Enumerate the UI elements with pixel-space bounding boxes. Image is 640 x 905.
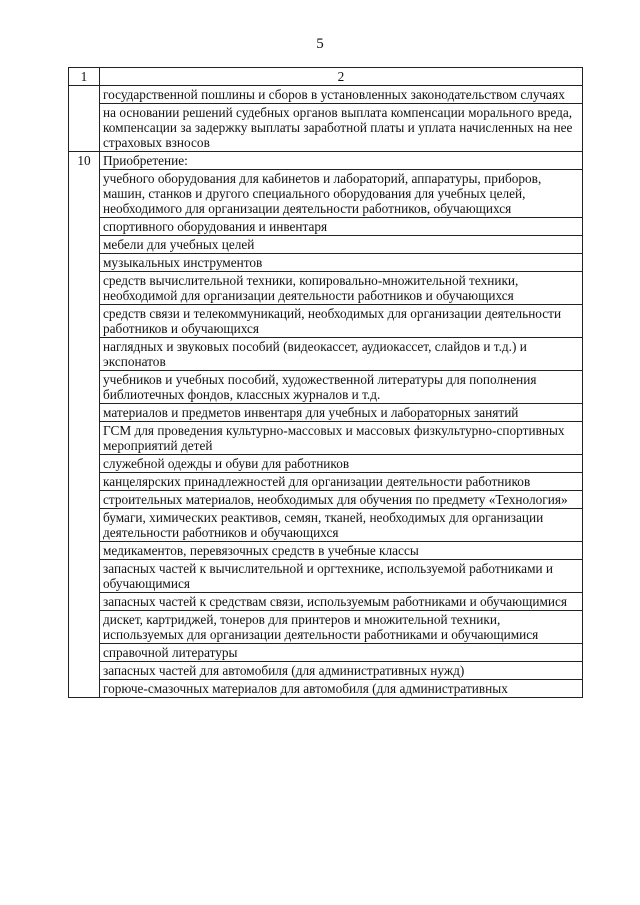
header-col-2: 2 <box>100 68 583 86</box>
row-text-cell: бумаги, химических реактивов, семян, тканей, необходимых для организации деятельности работников и обучающихся <box>100 509 583 542</box>
row-text-cell: запасных частей к средствам связи, используемым работниками и обучающимися <box>100 593 583 611</box>
row-text-cell: мебели для учебных целей <box>100 236 583 254</box>
table-row <box>69 371 583 404</box>
row-text-cell: музыкальных инструментов <box>100 254 583 272</box>
row-number-cell <box>69 560 100 593</box>
expense-table <box>68 67 583 698</box>
table-row <box>69 104 583 152</box>
row-text-cell: дискет, картриджей, тонеров для принтеров и множительной техники, используемых для организации деятельности работниками и обучающимися <box>100 611 583 644</box>
table-row <box>69 305 583 338</box>
table-body <box>69 68 583 698</box>
row-text-cell: служебной одежды и обуви для работников <box>100 455 583 473</box>
row-text-cell: государственной пошлины и сборов в установленных законодательством случаях <box>100 86 583 104</box>
row-number-cell <box>69 218 100 236</box>
row-text-cell: учебников и учебных пособий, художественной литературы для пополнения библиотечных фондов, классных журналов и т.д. <box>100 371 583 404</box>
table-row <box>69 473 583 491</box>
table-row <box>69 236 583 254</box>
table-row <box>69 152 583 170</box>
row-text-cell: средств вычислительной техники, копировально-множительной техники, необходимой для организации деятельности работников и обучающихся <box>100 272 583 305</box>
table-row <box>69 272 583 305</box>
table-row <box>69 542 583 560</box>
row-number-cell: 10 <box>69 152 100 170</box>
row-text-cell: канцелярских принадлежностей для организации деятельности работников <box>100 473 583 491</box>
row-text-cell: учебного оборудования для кабинетов и лабораторий, аппаратуры, приборов, машин, станков и другого специального оборудования для учебных целей, необходимого для организации деятельности работников, обучающихся <box>100 170 583 218</box>
row-text-cell: горюче-смазочных материалов для автомобиля (для административных <box>100 680 583 698</box>
row-number-cell <box>69 509 100 542</box>
row-number-cell <box>69 455 100 473</box>
row-number-cell <box>69 236 100 254</box>
row-number-cell <box>69 305 100 338</box>
row-number-cell <box>69 404 100 422</box>
row-number-cell <box>69 254 100 272</box>
table-row <box>69 491 583 509</box>
row-text-cell: запасных частей для автомобиля (для административных нужд) <box>100 662 583 680</box>
row-text-cell: запасных частей к вычислительной и оргтехнике, используемой работниками и обучающимися <box>100 560 583 593</box>
row-number-cell <box>69 272 100 305</box>
table-row <box>69 560 583 593</box>
row-number-cell <box>69 86 100 104</box>
row-number-cell <box>69 371 100 404</box>
row-number-cell <box>69 491 100 509</box>
table-row <box>69 170 583 218</box>
page-number: 5 <box>316 36 324 52</box>
row-number-cell <box>69 104 100 152</box>
row-number-cell <box>69 662 100 680</box>
row-number-cell <box>69 680 100 698</box>
row-number-cell <box>69 473 100 491</box>
row-number-cell <box>69 170 100 218</box>
row-text-cell: Приобретение: <box>100 152 583 170</box>
row-text-cell: на основании решений судебных органов выплата компенсации морального вреда, компенсации за задержку выплаты заработной платы и уплата начисленных на нее страховых взносов <box>100 104 583 152</box>
row-text-cell: материалов и предметов инвентаря для учебных и лабораторных занятий <box>100 404 583 422</box>
row-number-cell <box>69 611 100 644</box>
row-text-cell: медикаментов, перевязочных средств в учебные классы <box>100 542 583 560</box>
row-text-cell: средств связи и телекоммуникаций, необходимых для организации деятельности работников и обучающихся <box>100 305 583 338</box>
row-text-cell: ГСМ для проведения культурно-массовых и массовых физкультурно-спортивных мероприятий детей <box>100 422 583 455</box>
table-row <box>69 254 583 272</box>
table-row <box>69 509 583 542</box>
row-number-cell <box>69 644 100 662</box>
table-row <box>69 218 583 236</box>
row-text-cell: спортивного оборудования и инвентаря <box>100 218 583 236</box>
table-row <box>69 455 583 473</box>
table-row <box>69 422 583 455</box>
table-row <box>69 611 583 644</box>
table-row <box>69 404 583 422</box>
table-row <box>69 86 583 104</box>
row-text-cell: справочной литературы <box>100 644 583 662</box>
table-row <box>69 338 583 371</box>
row-text-cell: строительных материалов, необходимых для обучения по предмету «Технология» <box>100 491 583 509</box>
row-number-cell <box>69 338 100 371</box>
table-row <box>69 593 583 611</box>
header-col-1: 1 <box>69 68 100 86</box>
row-text-cell: наглядных и звуковых пособий (видеокассет, аудиокассет, слайдов и т.д.) и экспонатов <box>100 338 583 371</box>
row-number-cell <box>69 542 100 560</box>
row-number-cell <box>69 593 100 611</box>
table-header-row <box>69 68 583 86</box>
table-row <box>69 662 583 680</box>
table-row <box>69 680 583 698</box>
row-number-cell <box>69 422 100 455</box>
table-row <box>69 644 583 662</box>
